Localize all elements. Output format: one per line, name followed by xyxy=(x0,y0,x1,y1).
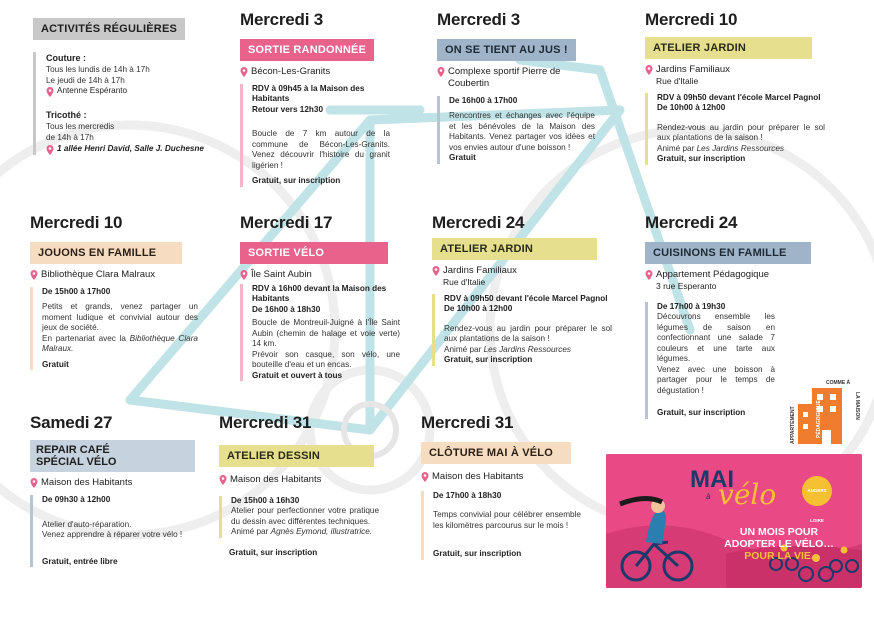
event-anim-prefix: Animé par xyxy=(657,143,695,153)
event-card-randonnee xyxy=(240,10,390,187)
event-price: Gratuit, sur inscription xyxy=(657,408,746,417)
event-body xyxy=(645,93,825,165)
event-rdv: RDV à 09h45 à la Maison des Habitants xyxy=(252,83,365,104)
couture-line1: Tous les lundis de 14h à 17h xyxy=(46,65,150,75)
event-price: Gratuit, sur inscription xyxy=(433,549,522,559)
event-sublocation: Rue d'Italie xyxy=(656,75,699,86)
event-partner: Bibliothèque Clara Malraux. xyxy=(42,333,198,354)
event-description-2: Prévoir son casque, son vélo, une bouteille d'eau et un encas. xyxy=(252,349,400,370)
location-pin-icon xyxy=(46,87,54,97)
tricote-line1: Tous les mercredis xyxy=(46,122,115,132)
banner-title: MAI xyxy=(690,466,734,493)
event-time: De 16h00 à 17h00 xyxy=(449,95,518,105)
event-description: Découvrons ensemble les légumes de saison en confectionnant une salade 7 couleurs et une tarte aux légumes. xyxy=(657,312,775,363)
angers-loire-badge: ANGERS LOIRE xyxy=(802,476,832,506)
event-anim-prefix: Animé par xyxy=(444,344,482,354)
event-time: De 16h00 à 18h30 xyxy=(252,304,321,314)
event-description: Temps convivial pour célébrer ensemble les kilomètres parcourus sur le mois ! xyxy=(433,510,581,530)
event-time: De 17h00 à 18h30 xyxy=(433,490,502,500)
event-tag-box xyxy=(30,440,195,472)
event-anim: Agnès Eymond, illustratrice. xyxy=(270,527,373,537)
event-tag: JOUONS EN FAMILLE xyxy=(30,242,182,264)
location-pin-icon xyxy=(645,270,653,280)
event-day: Samedi 27 xyxy=(30,413,113,432)
event-price: Gratuit, entrée libre xyxy=(42,556,118,566)
event-price: Gratuit, sur inscription xyxy=(229,547,318,557)
event-time: De 15h00 à 17h00 xyxy=(42,286,111,296)
event-anim-prefix: Animé par xyxy=(231,527,269,537)
event-time: De 10h00 à 12h00 xyxy=(444,304,513,313)
event-day: Mercredi 3 xyxy=(437,10,521,29)
event-tag: CUISINONS EN FAMILLE xyxy=(645,242,811,264)
event-location: Jardins Familiaux xyxy=(443,265,517,276)
event-tag: ATELIER DESSIN xyxy=(219,445,374,467)
location-pin-icon xyxy=(46,145,54,155)
event-day: Mercredi 31 xyxy=(219,413,312,432)
event-body xyxy=(30,287,198,371)
event-description: Atelier d'auto-réparation. xyxy=(42,519,132,529)
event-tag: REPAIR CAFÉ xyxy=(36,444,110,456)
event-location: Appartement Pédagogique xyxy=(656,269,770,280)
tricote-place: 1 allée Henri David, Salle J. Duchesne xyxy=(57,143,204,153)
event-location: Bibliothèque Clara Malraux xyxy=(41,269,156,280)
mai-a-velo-banner xyxy=(606,454,862,588)
event-body xyxy=(240,84,390,187)
event-description: Boucle de 7 km autour de la commune de Bécon-Les-Granits. Venez découvrir l'histoire du granit ligérien ! xyxy=(252,129,390,170)
event-body xyxy=(432,294,612,366)
event-card-cloture xyxy=(421,413,581,560)
event-tag-2: SPÉCIAL VÉLO xyxy=(36,456,117,469)
event-location: Bécon-Les-Granits xyxy=(251,66,331,77)
event-sublocation: 3 rue Esperanto xyxy=(656,280,717,291)
event-description: Atelier pour perfectionner votre pratique du dessin avec différentes techniques. xyxy=(231,506,379,526)
event-tag: SORTIE RANDONNÉE xyxy=(240,39,374,61)
event-day: Mercredi 17 xyxy=(240,213,333,232)
event-body xyxy=(645,302,775,419)
event-anim: Les Jardins Ressources xyxy=(696,143,784,153)
event-tag: ATELIER JARDIN xyxy=(645,37,812,59)
event-partner-prefix: En partenariat avec la xyxy=(42,333,126,343)
couture-line2: Le jeudi de 14h à 17h xyxy=(46,76,125,86)
event-card-jardin-24 xyxy=(432,213,612,366)
event-body xyxy=(421,491,581,560)
event-price: Gratuit xyxy=(42,359,69,369)
event-time: De 09h30 à 12h00 xyxy=(42,495,111,505)
couture-place: Antenne Espéranto xyxy=(57,86,128,96)
event-body xyxy=(437,96,595,164)
event-day: Mercredi 10 xyxy=(30,213,123,232)
event-time: De 10h00 à 12h00 xyxy=(657,103,726,112)
event-description: Petits et grands, venez partager un moment ludique et convivial autour des jeux de société. xyxy=(42,302,198,333)
event-location: Maison des Habitants xyxy=(230,474,322,485)
event-day: Mercredi 24 xyxy=(432,213,525,232)
event-tag: ATELIER JARDIN xyxy=(432,238,597,260)
event-price: Gratuit et ouvert à tous xyxy=(252,370,343,380)
event-tag: CLÔTURE MAI À VÉLO xyxy=(421,442,571,464)
event-day: Mercredi 10 xyxy=(645,10,738,29)
event-description-2: Venez avec une boisson à partager pour le temps de dégustation ! xyxy=(657,364,775,395)
banner-line-1: UN MOIS POUR xyxy=(739,526,819,538)
event-price: Gratuit, sur inscription xyxy=(252,176,341,186)
event-rdv: RDV à 16h00 devant la Maison des Habitants xyxy=(252,283,387,304)
location-pin-icon xyxy=(30,478,38,488)
event-price: Gratuit, sur inscription xyxy=(444,355,533,364)
event-location: Île Saint Aubin xyxy=(251,269,312,280)
event-card-dessin xyxy=(219,413,379,557)
regular-activities-body xyxy=(33,52,208,155)
event-sublocation: Rue d'Italie xyxy=(443,276,486,287)
event-card-jus xyxy=(437,10,595,164)
event-description: Rencontres et échanges avec l'équipe et les bénévoles de la Maison des Habitants. Venez partager vos idées et vos envies autour d'une boisson ! xyxy=(449,111,595,152)
event-body xyxy=(219,496,379,538)
logo-word-4: LA MAISON xyxy=(854,392,860,420)
event-location: Maison des Habitants xyxy=(41,477,133,489)
event-card-jouons xyxy=(30,213,198,370)
event-price: Gratuit, sur inscription xyxy=(657,154,746,163)
event-tag: SORTIE VÉLO xyxy=(240,242,388,264)
regular-activities xyxy=(33,18,208,155)
logo-word-3: COMME À xyxy=(826,380,851,386)
event-description: Rendez-vous au jardin pour préparer le sol aux plantations de la saison ! xyxy=(657,122,825,142)
regular-activities-title: ACTIVITÉS RÉGULIÈRES xyxy=(33,18,185,40)
event-day: Mercredi 24 xyxy=(645,213,738,232)
event-day: Mercredi 31 xyxy=(421,413,514,432)
location-pin-icon xyxy=(30,270,38,280)
logo-word-1: APPARTEMENT xyxy=(790,406,796,444)
tricote-line2: de 14h à 17h xyxy=(46,133,94,143)
event-location: Complexe sportif Pierre de Coubertin xyxy=(448,66,561,89)
event-tag: ON SE TIENT AU JUS ! xyxy=(437,39,576,61)
event-time: De 15h00 à 16h30 xyxy=(231,495,300,505)
appartement-pedagogique-logo xyxy=(790,376,862,448)
event-return: Retour vers 12h30 xyxy=(252,104,323,114)
event-body xyxy=(240,284,400,382)
location-pin-icon xyxy=(645,65,653,75)
event-description: Boucle de Montreuil-Juigné à l'Île Saint Aubin (chemin de halage et voie verte) 14 km. xyxy=(252,318,400,349)
location-pin-icon xyxy=(240,67,248,77)
event-day: Mercredi 3 xyxy=(240,10,324,29)
tricote-heading: Tricothé : xyxy=(46,110,87,121)
logo-word-2: PÉDAGOGIQUE xyxy=(816,400,822,438)
location-pin-icon xyxy=(432,266,440,276)
location-pin-icon xyxy=(437,67,445,77)
location-pin-icon xyxy=(219,475,227,485)
event-card-sortie-velo xyxy=(240,213,400,381)
banner-velo: vélo xyxy=(718,478,777,511)
event-anim: Les Jardins Ressources xyxy=(483,344,571,354)
event-card-jardin-10 xyxy=(645,10,825,165)
event-card-repair xyxy=(30,413,202,567)
event-location: Maison des Habitants xyxy=(432,471,524,482)
event-description: Rendez-vous au jardin pour préparer le sol aux plantations de la saison ! xyxy=(444,323,612,343)
location-pin-icon xyxy=(240,270,248,280)
banner-a: à xyxy=(706,492,711,501)
event-rdv: RDV à 09h50 devant l'école Marcel Pagnol xyxy=(657,92,821,102)
event-time: De 17h00 à 19h30 xyxy=(657,301,726,311)
couture-heading: Couture : xyxy=(46,53,86,63)
banner-tagline xyxy=(704,526,854,562)
event-location: Jardins Familiaux xyxy=(656,64,730,75)
banner-line-3: POUR LA VIE. xyxy=(744,550,814,563)
location-pin-icon xyxy=(421,472,429,482)
event-price: Gratuit xyxy=(449,153,476,163)
event-description-2: Venez apprendre à réparer votre vélo ! xyxy=(42,530,183,540)
event-body xyxy=(30,495,202,567)
event-rdv: RDV à 09h50 devant l'école Marcel Pagnol xyxy=(444,293,608,303)
banner-line-2: ADOPTER LE VÉLO… xyxy=(724,538,834,551)
